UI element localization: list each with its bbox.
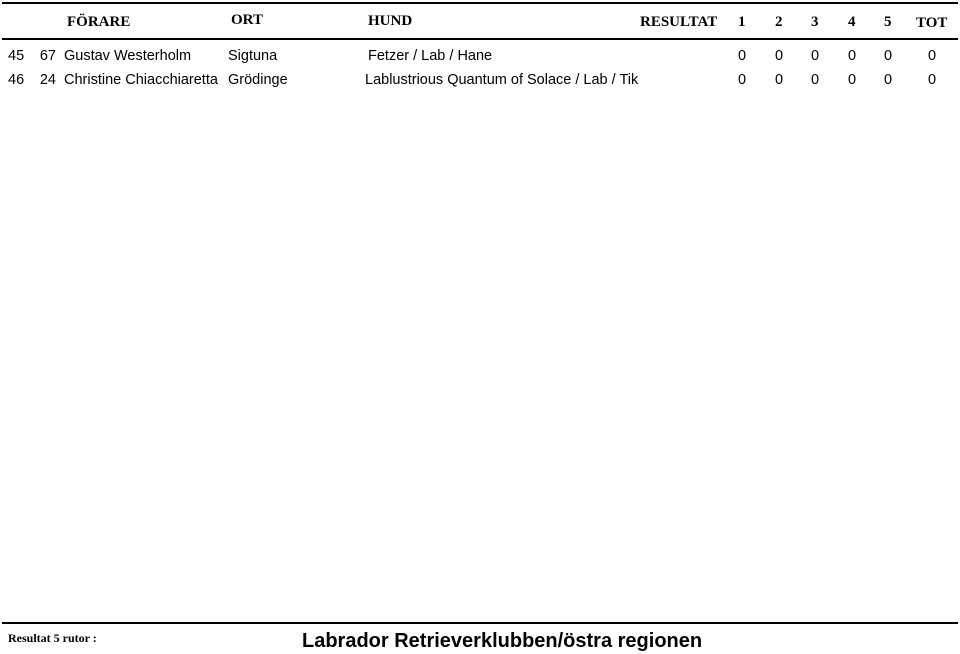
row-ort: Sigtuna (228, 48, 278, 64)
header-tot: TOT (916, 15, 948, 31)
row-result-2: 0 (775, 48, 784, 64)
row-result-2: 0 (775, 72, 784, 88)
row-total: 0 (928, 48, 937, 64)
row-result-3: 0 (811, 72, 820, 88)
header-rule (2, 38, 958, 40)
footer-club-name: Labrador Retrieverklubben/östra regionen (302, 630, 703, 652)
row-forare: Gustav Westerholm (64, 48, 192, 64)
row-result-5: 0 (884, 48, 893, 64)
row-result-4: 0 (848, 48, 857, 64)
header-resultat: RESULTAT (640, 14, 718, 30)
row-result-1: 0 (738, 48, 747, 64)
header-col-5: 5 (884, 14, 892, 30)
row-forare: Christine Chiacchiaretta (64, 72, 218, 88)
header-hund: HUND (368, 13, 413, 29)
header-col-4: 4 (848, 14, 856, 30)
header-col-3: 3 (811, 14, 819, 30)
row-result-5: 0 (884, 72, 893, 88)
header-col-1: 1 (738, 14, 746, 30)
header-ort: ORT (231, 12, 263, 28)
row-start-number: 67 (39, 48, 56, 64)
row-hund: Lablustrious Quantum of Solace / Lab / Tik (365, 72, 639, 88)
row-ort: Grödinge (228, 72, 288, 88)
row-position: 45 (8, 48, 25, 64)
footer-rule (2, 622, 958, 624)
top-rule (2, 2, 958, 4)
row-position: 46 (8, 72, 25, 88)
header-col-2: 2 (775, 14, 783, 30)
header-forare: FÖRARE (67, 14, 131, 30)
row-result-3: 0 (811, 48, 820, 64)
footer-result-label: Resultat 5 rutor : (8, 631, 97, 645)
row-hund: Fetzer / Lab / Hane (368, 48, 493, 64)
row-total: 0 (928, 72, 937, 88)
row-start-number: 24 (39, 72, 56, 88)
row-result-1: 0 (738, 72, 747, 88)
row-result-4: 0 (848, 72, 857, 88)
